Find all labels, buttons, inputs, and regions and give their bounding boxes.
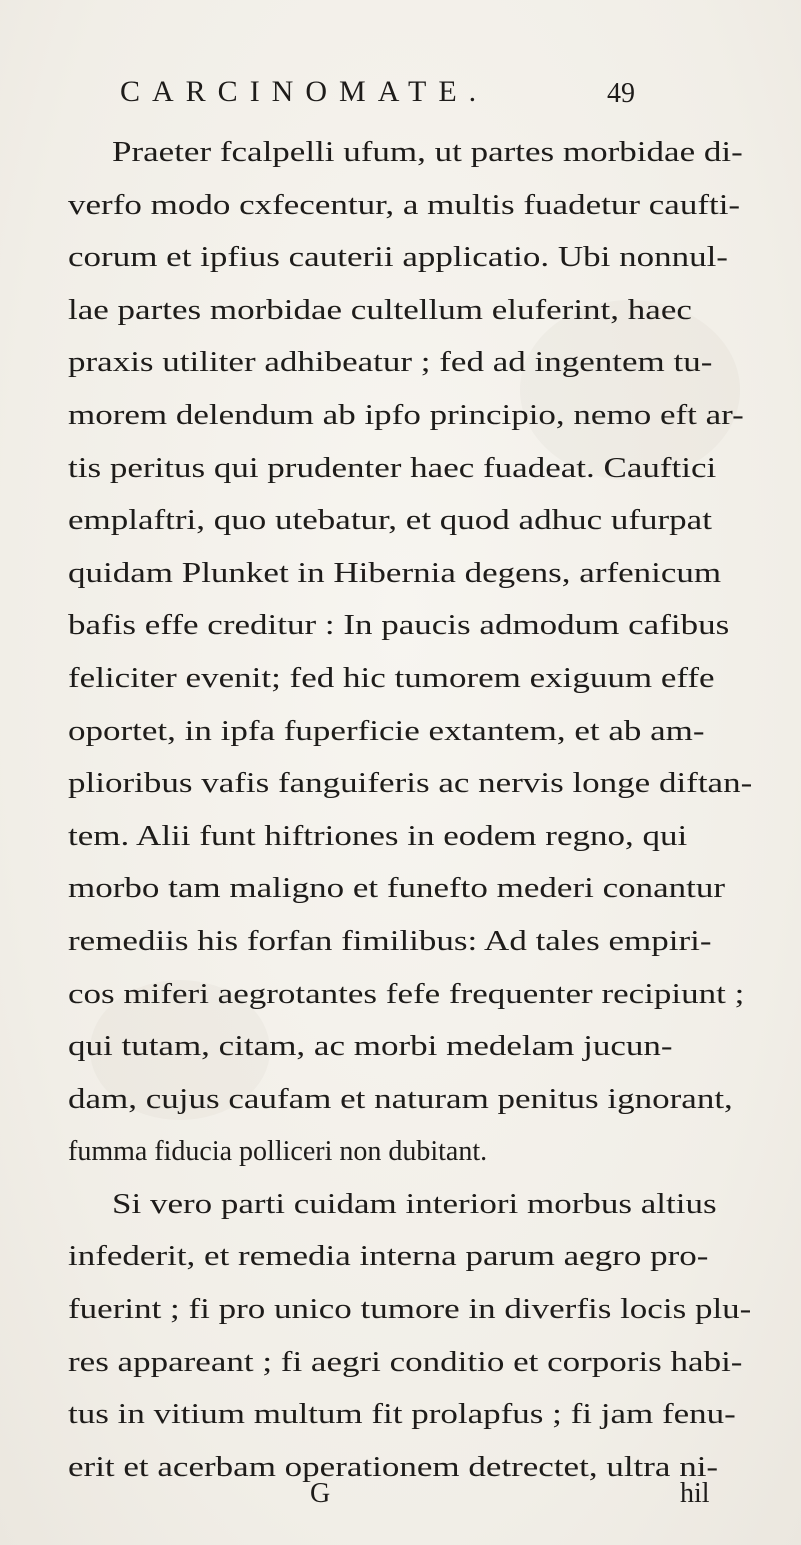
text-line [68, 127, 768, 180]
text-line [68, 232, 768, 285]
text-line-content: praxis utiliter adhibeatur ; fed ad ingentem tu- [68, 347, 713, 379]
text-line [68, 1389, 768, 1442]
text-line [68, 811, 768, 864]
text-line-content: dam, cujus caufam et naturam penitus ignorant, [68, 1083, 733, 1115]
text-line-content: quidam Plunket in Hibernia degens, arfenicum [68, 557, 722, 589]
text-line-content: corum et ipfius cauterii applicatio. Ubi nonnul- [68, 242, 728, 274]
text-line [68, 863, 768, 916]
text-line-content: qui tutam, citam, ac morbi medelam jucun- [68, 1031, 673, 1063]
page-footer [68, 1478, 768, 1518]
text-line-content: fuerint ; fi pro unico tumore in diverfis locis plu- [68, 1294, 752, 1326]
signature-mark: G [310, 1478, 331, 1509]
page-number: 49 [607, 78, 635, 109]
text-line-content: erit et acerbam operationem detrectet, ultra ni- [68, 1451, 719, 1483]
text-line [68, 1337, 768, 1390]
running-head [120, 75, 680, 115]
text-line [68, 758, 768, 811]
text-line-content: morem delendum ab ipfo principio, nemo eft ar- [68, 399, 744, 431]
text-line-content: fumma fiducia polliceri non dubitant. [68, 1136, 488, 1168]
text-line-content: Praeter fcalpelli ufum, ut partes morbidae di- [112, 137, 743, 168]
text-line-content: oportet, in ipfa fuperficie extantem, et ab am- [68, 715, 705, 747]
text-line-content: res appareant ; fi aegri conditio et corporis habi- [68, 1346, 743, 1378]
text-line [68, 1179, 768, 1232]
text-line [68, 1074, 768, 1127]
text-line-content: verfo modo cxfecentur, a multis fuadetur caufti- [68, 189, 741, 221]
text-line [68, 916, 768, 969]
text-line-content: emplaftri, quo utebatur, et quod adhuc ufurpat [68, 505, 712, 537]
body-text [68, 127, 768, 1494]
text-line [68, 600, 768, 653]
text-line-content: feliciter evenit; fed hic tumorem exiguum effe [68, 662, 715, 694]
text-line [68, 285, 768, 338]
text-line [68, 1126, 768, 1179]
text-line [68, 548, 768, 601]
text-line-content: lae partes morbidae cultellum eluferint, haec [68, 294, 692, 326]
text-line-content: cos miferi aegrotantes fefe frequenter recipiunt ; [68, 978, 745, 1010]
text-line [68, 1021, 768, 1074]
text-line [68, 337, 768, 390]
text-line [68, 969, 768, 1022]
text-line-content: plioribus vafis fanguiferis ac nervis longe diftan- [68, 768, 753, 800]
text-line-content: tis peritus qui prudenter haec fuadeat. Cauftici [68, 452, 717, 484]
text-line [68, 390, 768, 443]
text-line [68, 653, 768, 706]
text-line-content: tus in vitium multum fit prolapfus ; fi jam fenu- [68, 1399, 736, 1431]
text-line-content: remediis his forfan fimilibus: Ad tales empiri- [68, 925, 712, 957]
text-line-content: infederit, et remedia interna parum aegro pro- [68, 1241, 709, 1273]
text-line [68, 495, 768, 548]
text-line-content: tem. Alii funt hiftriones in eodem regno, qui [68, 820, 688, 852]
text-line [68, 1231, 768, 1284]
text-line [68, 706, 768, 759]
text-line-content: morbo tam maligno et funefto mederi conantur [68, 873, 726, 905]
text-line [68, 443, 768, 496]
text-line-content: bafis effe creditur : In paucis admodum cafibus [68, 610, 730, 642]
text-line [68, 1284, 768, 1337]
catchword: hil [680, 1478, 710, 1509]
text-line [68, 180, 768, 233]
running-title: CARCINOMATE. [120, 75, 489, 108]
text-line-content: Si vero parti cuidam interiori morbus altius [112, 1188, 717, 1220]
